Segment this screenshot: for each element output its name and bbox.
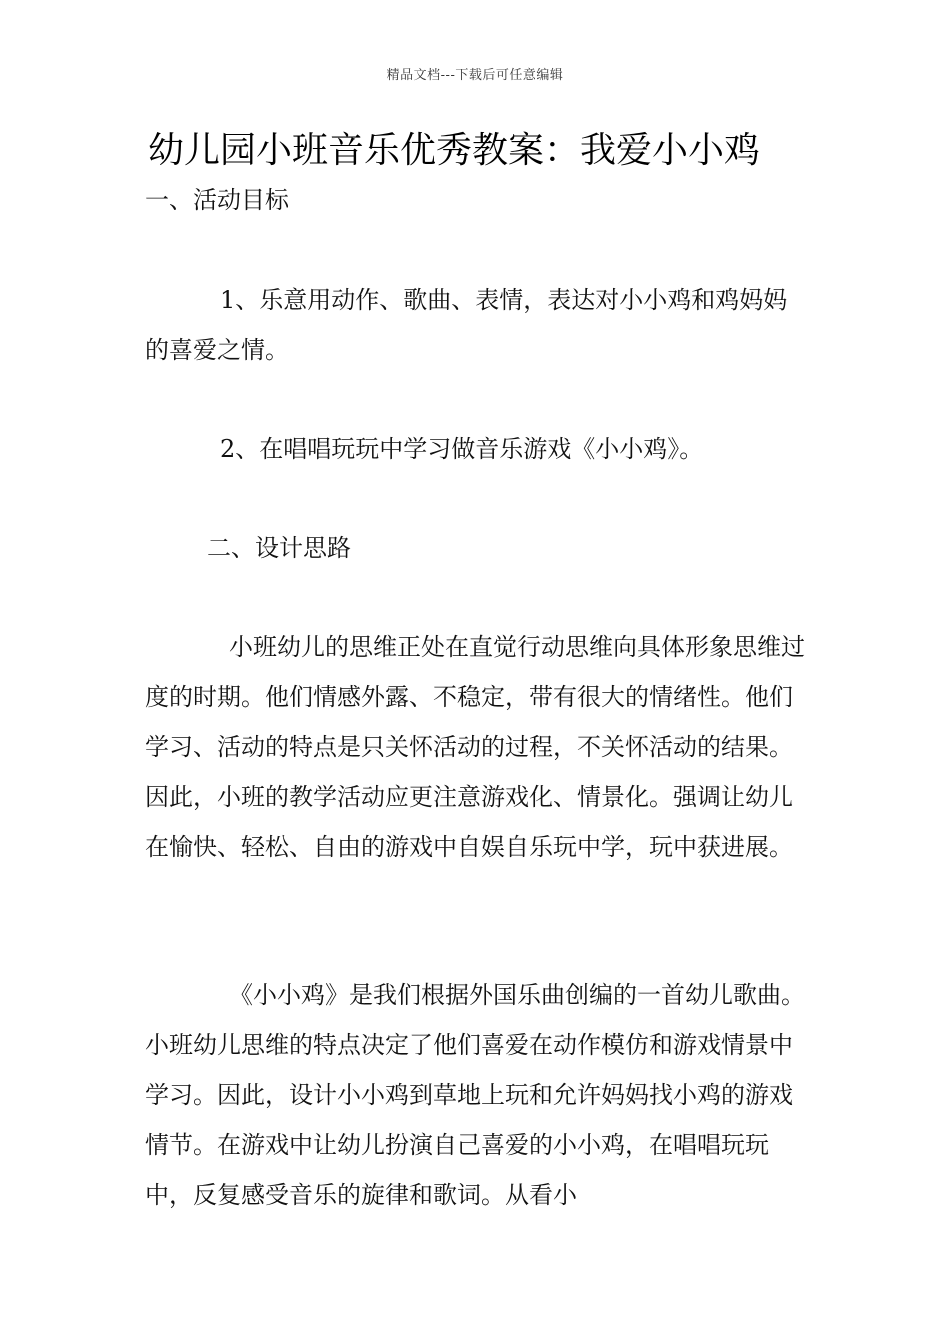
goal-item-1: 1、乐意用动作、歌曲、表情，表达对小小鸡和鸡妈妈的喜爱之情。: [145, 286, 788, 364]
section-heading-goals: 一、活动目标: [145, 186, 289, 214]
document-title: 幼儿园小班音乐优秀教案：我爱小小鸡: [148, 130, 761, 171]
header-note: 精品文档---下载后可任意编辑: [386, 68, 564, 83]
paragraph-2: 《小小鸡》是我们根据外国乐曲创编的一首幼儿歌曲。小班幼儿思维的特点决定了他们喜爱在动作模仿和游戏情景中学习。因此，设计小小鸡到草地上玩和允许妈妈找小鸡的游戏情节。在游戏中让幼儿扮演自己喜爱的小小鸡，在唱唱玩玩中，反复感受音乐的旋律和歌词。从看小: [145, 981, 805, 1209]
paragraph-1: 小班幼儿的思维正处在直觉行动思维向具体形象思维过度的时期。他们情感外露、不稳定，带有很大的情绪性。他们学习、活动的特点是只关怀活动的过程，不关怀活动的结果。因此，小班的教学活动应更注意游戏化、情景化。强调让幼儿在愉快、轻松、自由的游戏中自娱自乐玩中学，玩中获进展。: [145, 633, 805, 861]
goal-item-2: 2、在唱唱玩玩中学习做音乐游戏《小小鸡》。: [220, 435, 704, 463]
section-heading-design: 二、设计思路: [207, 534, 351, 562]
